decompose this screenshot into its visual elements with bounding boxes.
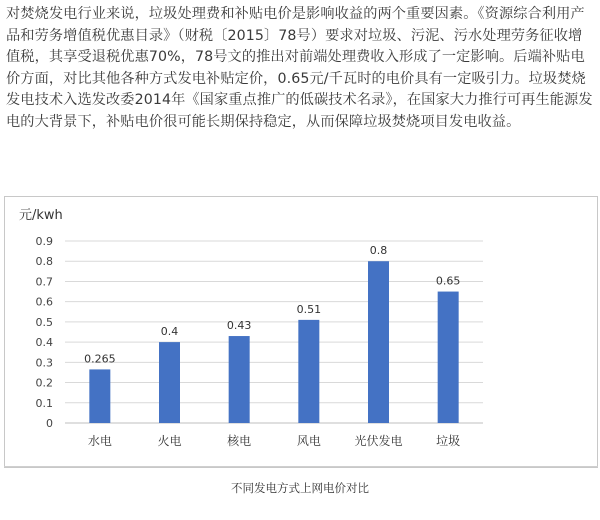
y-tick-label: 0.9 — [35, 235, 53, 248]
price-comparison-chart — [4, 196, 598, 468]
bar-value-label: 0.8 — [369, 244, 388, 258]
y-tick-label: 0.8 — [35, 255, 53, 269]
x-tick-label: 垃圾 — [436, 434, 461, 448]
y-tick-label: 0.7 — [35, 275, 53, 289]
x-tick-label: 水电 — [87, 434, 112, 448]
bar-value-label: 0.43 — [226, 319, 252, 333]
bar — [229, 336, 250, 423]
grid-lines — [65, 241, 483, 423]
x-tick-label: 光伏发电 — [354, 434, 403, 448]
divider — [4, 466, 598, 467]
y-tick-label: 0.2 — [35, 376, 53, 390]
y-tick-label: 0 — [46, 417, 53, 430]
chart-caption: 不同发电方式上网电价对比 — [231, 481, 369, 495]
y-tick-label: 0.5 — [35, 315, 53, 329]
bar — [368, 261, 389, 423]
x-tick-label: 核电 — [227, 434, 252, 448]
bar-value-label: 0.4 — [160, 325, 179, 339]
y-tick-label: 0.6 — [35, 295, 53, 309]
y-axis-ticks — [36, 235, 54, 430]
y-tick-label: 0.4 — [35, 336, 53, 350]
bar — [298, 320, 319, 423]
y-tick-label: 0.1 — [35, 396, 53, 410]
x-tick-label: 火电 — [157, 434, 182, 448]
bar-value-label: 0.265 — [84, 352, 116, 366]
x-axis-ticks — [88, 433, 460, 448]
bar-value-label: 0.51 — [296, 302, 322, 316]
chart-canvas — [5, 197, 597, 467]
x-tick-label: 风电 — [296, 434, 321, 448]
bar — [89, 369, 110, 423]
article-paragraph: 对焚烧发电行业来说，垃圾处理费和补贴电价是影响收益的两个重要因素。《资源综合利用产品和劳务增值税优惠目录》（财税〔2015〕78号）要求对垃圾、污泥、污水处理劳务征收增值税，其享受退税优惠70%，78号文的推出对前端处理费收入形成了一定影响。后端补贴电价方面，对比其他各种方式发电补贴定价，0.65元/千瓦时的电价具有一定吸引力。垃圾焚烧发电技术入选发改委2014年《国家重点推广的低碳技术名录》，在国家大力推行可再生能源发电的大背景下，补贴电价很可能长期保持稳定，从而保障垃圾焚烧项目发电收益。 — [6, 6, 593, 130]
bar — [438, 292, 459, 423]
bar — [159, 342, 180, 423]
y-tick-label: 0.3 — [35, 356, 53, 370]
bar-value-label: 0.65 — [435, 274, 461, 288]
data-labels — [84, 244, 460, 365]
y-axis-label: 元/kwh — [19, 208, 63, 223]
